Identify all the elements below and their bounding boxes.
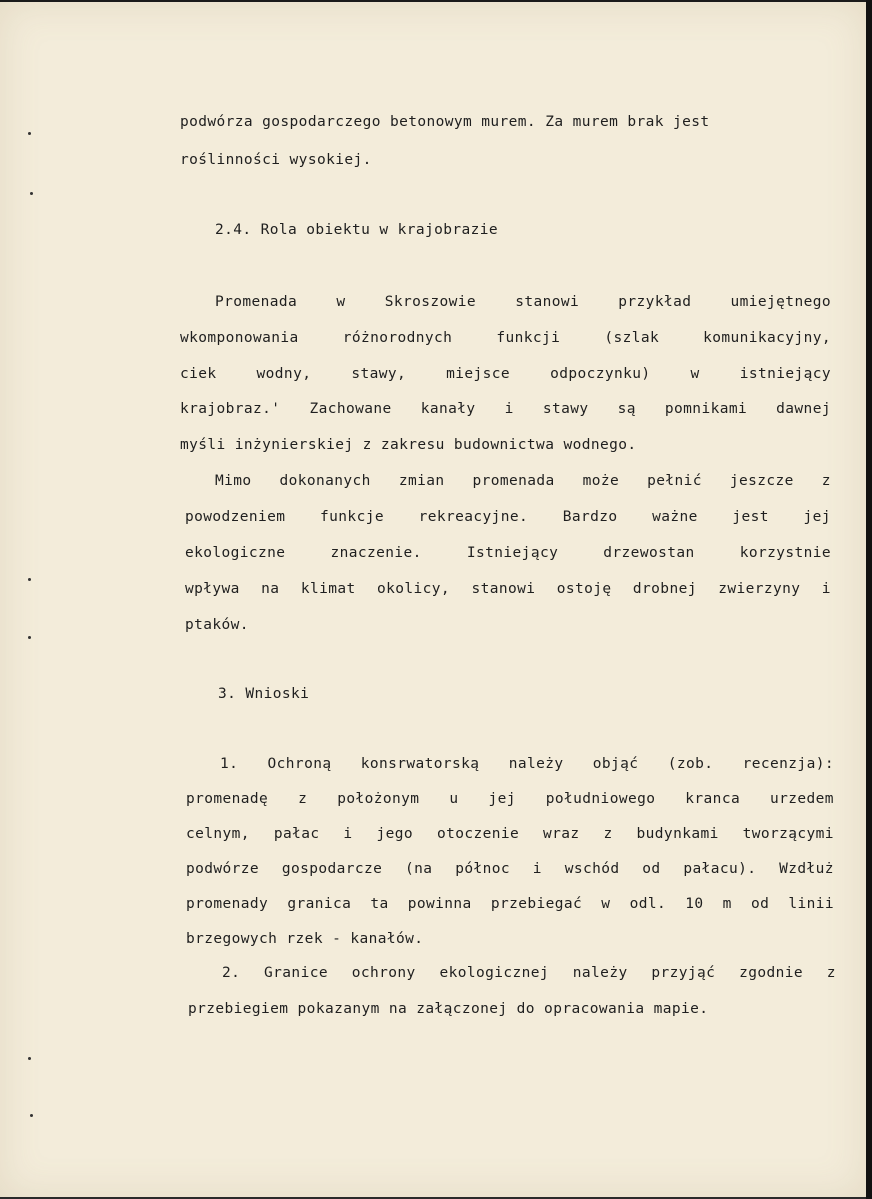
- word: odl.: [629, 896, 667, 912]
- p2-line-3: [185, 545, 831, 561]
- word: są: [617, 401, 636, 417]
- word: jej: [488, 791, 516, 807]
- word: funkcji: [496, 330, 561, 346]
- word: ta: [370, 896, 389, 912]
- word: umiejętnego: [730, 294, 831, 310]
- word: konsrwatorską: [360, 756, 480, 772]
- word: jego: [376, 826, 414, 842]
- word: przykład: [618, 294, 692, 310]
- word: Mimo: [215, 473, 252, 489]
- word: w: [690, 366, 700, 382]
- word: urzedem: [770, 791, 834, 807]
- word: jest: [732, 509, 769, 525]
- word: z: [826, 965, 836, 981]
- scan-speck: [28, 132, 31, 135]
- word: należy: [508, 756, 564, 772]
- item2-line-1: [222, 965, 836, 981]
- scan-speck: [28, 636, 31, 639]
- word: promenady: [186, 896, 269, 912]
- word: komunikacyjny,: [703, 330, 831, 346]
- word: powinna: [407, 896, 472, 912]
- word: wodny,: [256, 366, 312, 382]
- word: drobnej: [632, 581, 697, 597]
- scan-speck: [28, 1057, 31, 1060]
- word: Ochroną: [267, 756, 332, 772]
- word: jeszcze: [729, 473, 794, 489]
- word: pełnić: [647, 473, 702, 489]
- word: północ: [455, 861, 510, 877]
- word: ostoję: [556, 581, 612, 597]
- item1-line-6: brzegowych rzek - kanałów.: [186, 931, 424, 947]
- word: u: [449, 791, 459, 807]
- word: przebiegać: [490, 896, 583, 912]
- word: linii: [788, 896, 834, 912]
- word: gospodarcze: [281, 861, 383, 877]
- word: promenadę: [186, 791, 269, 807]
- word: w: [336, 294, 346, 310]
- word: 2.: [222, 965, 241, 981]
- word: wpływa: [185, 581, 240, 597]
- word: dokonanych: [279, 473, 371, 489]
- word: kranca: [685, 791, 741, 807]
- word: Zachowane: [309, 401, 392, 417]
- word: rekreacyjne.: [418, 509, 529, 525]
- p1-line-4: [180, 401, 831, 417]
- word: celnym,: [186, 826, 250, 842]
- word: Skroszowie: [384, 294, 476, 310]
- item1-line-3: [186, 826, 834, 842]
- word: Granice: [264, 965, 328, 981]
- document-page: [0, 2, 866, 1197]
- word: m: [722, 896, 732, 912]
- word: w: [601, 896, 611, 912]
- word: stanowi: [471, 581, 536, 597]
- scan-right-edge: [866, 0, 872, 1199]
- word: miejsce: [446, 366, 511, 382]
- word: drzewostan: [603, 545, 695, 561]
- word: 10: [685, 896, 704, 912]
- word: recenzja):: [742, 756, 834, 772]
- word: od: [642, 861, 661, 877]
- p2-line-5: ptaków.: [185, 617, 249, 633]
- word: krajobraz.': [180, 401, 281, 417]
- word: może: [582, 473, 620, 489]
- word: budynkami: [636, 826, 719, 842]
- word: stawy: [542, 401, 589, 417]
- word: funkcje: [320, 509, 384, 525]
- scan-speck: [28, 578, 31, 581]
- word: objąć: [592, 756, 639, 772]
- word: granica: [287, 896, 352, 912]
- word: pałacu).: [683, 861, 757, 877]
- word: (zob.: [667, 756, 714, 772]
- item2-line-2: przebiegiem pokazanym na załączonej do opracowania mapie.: [188, 1001, 709, 1017]
- word: Wzdłuż: [779, 861, 834, 877]
- word: ekologiczne: [185, 545, 286, 561]
- word: promenada: [472, 473, 555, 489]
- scan-speck: [30, 1114, 33, 1117]
- item1-line-4: [186, 861, 834, 877]
- word: i: [532, 861, 542, 877]
- word: i: [821, 581, 831, 597]
- word: 1.: [220, 756, 239, 772]
- word: podwórze: [186, 861, 260, 877]
- section-heading-2-4: 2.4. Rola obiektu w krajobrazie: [215, 222, 499, 238]
- word: korzystnie: [739, 545, 831, 561]
- word: zmian: [398, 473, 445, 489]
- section-heading-3: 3. Wnioski: [218, 686, 310, 702]
- word: otoczenie: [436, 826, 520, 842]
- word: stawy,: [351, 366, 407, 382]
- word: kanały: [420, 401, 476, 417]
- word: od: [750, 896, 770, 912]
- word: Bardzo: [562, 509, 618, 525]
- word: Promenada: [215, 294, 298, 310]
- word: wraz: [543, 826, 580, 842]
- scan-speck: [30, 192, 33, 195]
- word: wkomponowania: [180, 330, 299, 346]
- item1-line-2: [186, 791, 834, 807]
- p1-line-3: [180, 366, 831, 382]
- word: różnorodnych: [342, 330, 453, 346]
- word: stanowi: [515, 294, 580, 310]
- word: Istniejący: [466, 545, 559, 561]
- word: przyjąć: [651, 965, 716, 981]
- word: zwierzyny: [718, 581, 801, 597]
- word: położonym: [337, 791, 420, 807]
- word: ważne: [652, 509, 698, 525]
- intro-line-2: roślinności wysokiej.: [180, 152, 372, 168]
- word: i: [343, 826, 353, 842]
- word: zgodnie: [739, 965, 803, 981]
- p2-line-1: [215, 473, 831, 489]
- word: znaczenie.: [330, 545, 422, 561]
- word: pomnikami: [664, 401, 748, 417]
- word: i: [504, 401, 514, 417]
- item1-line-5: [186, 896, 834, 912]
- word: jej: [803, 509, 831, 525]
- word: ekologicznej: [439, 965, 550, 981]
- word: okolicy,: [377, 581, 451, 597]
- word: (na: [405, 861, 433, 877]
- word: (szlak: [604, 330, 660, 346]
- item1-line-1: [220, 756, 834, 772]
- intro-line-1: podwórza gospodarczego betonowym murem. Za murem brak jest: [180, 114, 710, 130]
- word: klimat: [300, 581, 356, 597]
- p2-line-2: [185, 509, 831, 525]
- word: ochrony: [351, 965, 416, 981]
- p1-line-1: [215, 294, 831, 310]
- p1-line-2: [180, 330, 831, 346]
- word: ciek: [180, 366, 217, 382]
- word: istniejący: [739, 366, 831, 382]
- word: pałac: [273, 826, 320, 842]
- word: z: [298, 791, 308, 807]
- word: południowego: [545, 791, 656, 807]
- word: wschód: [564, 861, 620, 877]
- word: należy: [572, 965, 628, 981]
- word: z: [821, 473, 831, 489]
- p1-line-5: myśli inżynierskiej z zakresu budownictwa wodnego.: [180, 437, 637, 453]
- word: z: [603, 826, 613, 842]
- p2-line-4: [185, 581, 831, 597]
- word: dawnej: [776, 401, 831, 417]
- word: na: [261, 581, 280, 597]
- word: tworzącymi: [742, 826, 834, 842]
- word: powodzeniem: [185, 509, 286, 525]
- word: odpoczynku): [550, 366, 651, 382]
